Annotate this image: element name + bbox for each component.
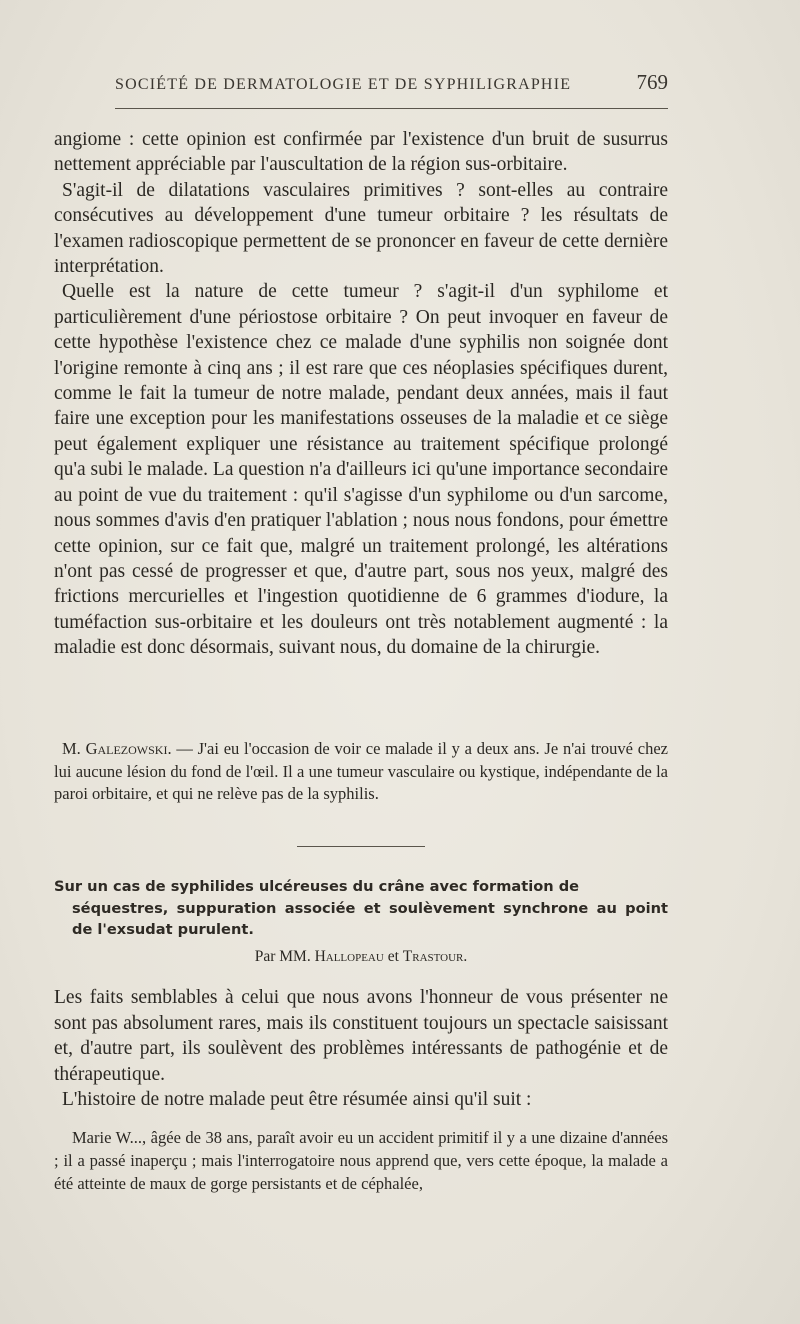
authors-prefix: Par MM.	[254, 948, 315, 965]
discussion-remark	[54, 738, 668, 806]
paragraph: Quelle est la nature de cette tumeur ? s'agit-il d'un syphilome et particulièrement d'une périostose orbitaire ? On peut invoquer en faveur de cette hypothèse l'existence chez ce malade d'une syphilis non soignée dont l'origine remonte à cinq ans ; il est rare que ces néoplasies spécifiques durent, comme le fait la tumeur de notre malade, pendant deux années, mais il faut faire une exception pour les manifestations osseuses de la maladie et ce siège peut également expliquer une résistance au traitement spécifique prolongé qu'a subi le malade. La question n'a d'ailleurs ici qu'une importance secondaire au point de vue du traitement : qu'il s'agisse d'un syphilome ou d'un sarcome, nous sommes d'avis d'en pratiquer l'ablation ; nous nous fondons, pour émettre cette opinion, sur ce fait que, malgré un traitement prolongé, les altérations n'ont pas cessé de progresser et que, d'autre part, sous nos yeux, malgré des frictions mercurielles et l'ingestion quotidienne de 6 grammes d'iodure, la tuméfaction sus-orbitaire et les douleurs ont très notablement augmenté : la maladie est donc désormais, suivant nous, du domaine de la chirurgie.	[54, 281, 669, 659]
author-name: Trastour.	[402, 948, 468, 965]
section-title-continuation: séquestres, suppuration associée et soulèvement synchrone au point de l'exsudat purulent.	[72, 899, 668, 938]
case-paragraph: Marie W..., âgée de 38 ans, paraît avoir eu un accident primitif il y a une dizaine d'années ; il a passé inaperçu ; mais l'interrogatoire nous apprend que, vers cette époque, la malade a été atteinte de maux de gorge persistants et de céphalée,	[54, 1128, 668, 1193]
case-history	[54, 1126, 668, 1195]
paragraph: Les faits semblables à celui que nous avons l'honneur de vous présenter ne sont pas absolument rares, mais ils constituent toujours un spectacle saisissant et, d'autre part, ils soulèvent des problèmes intéressants de pathogénie et de thérapeutique.	[54, 987, 668, 1085]
paragraph: angiome : cette opinion est confirmée par l'existence d'un bruit de susurrus nettement appréciable par l'auscultation de la région sus-orbitaire.	[54, 129, 668, 176]
header-rule	[115, 108, 668, 109]
continuation-text	[54, 127, 668, 661]
remark-paragraph	[54, 738, 668, 806]
remark-text: — J'ai eu l'occasion de voir ce malade il y a deux ans. Je n'ai trouvé chez lui aucune lésion du fond de l'œil. Il a une tumeur vasculaire ou kystique, indépendante de la paroi orbitaire, et qui ne relève pas de la syphilis.	[54, 739, 668, 804]
running-head: SOCIÉTÉ DE DERMATOLOGIE ET DE SYPHILIGRAPHIE	[115, 76, 572, 93]
author-name: Hallopeau	[314, 948, 384, 965]
section-title	[54, 876, 668, 941]
section-title-line: Sur un cas de syphilides ulcéreuses du crâne avec formation de	[54, 878, 580, 895]
speaker-name: M. Galezowski.	[62, 739, 172, 758]
paragraph: L'histoire de notre malade peut être résumée ainsi qu'il suit :	[62, 1089, 532, 1111]
authors-join: et	[383, 948, 403, 965]
page-header	[115, 70, 668, 100]
intro-text	[54, 985, 668, 1113]
authors-line	[54, 948, 668, 966]
page-number: 769	[636, 70, 668, 94]
section-divider	[297, 846, 425, 847]
paragraph: S'agit-il de dilatations vasculaires primitives ? sont-elles au contraire consécutives au développement d'une tumeur orbitaire ? les résultats de l'examen radioscopique permettent de se prononcer en faveur de cette dernière interprétation.	[54, 179, 668, 278]
